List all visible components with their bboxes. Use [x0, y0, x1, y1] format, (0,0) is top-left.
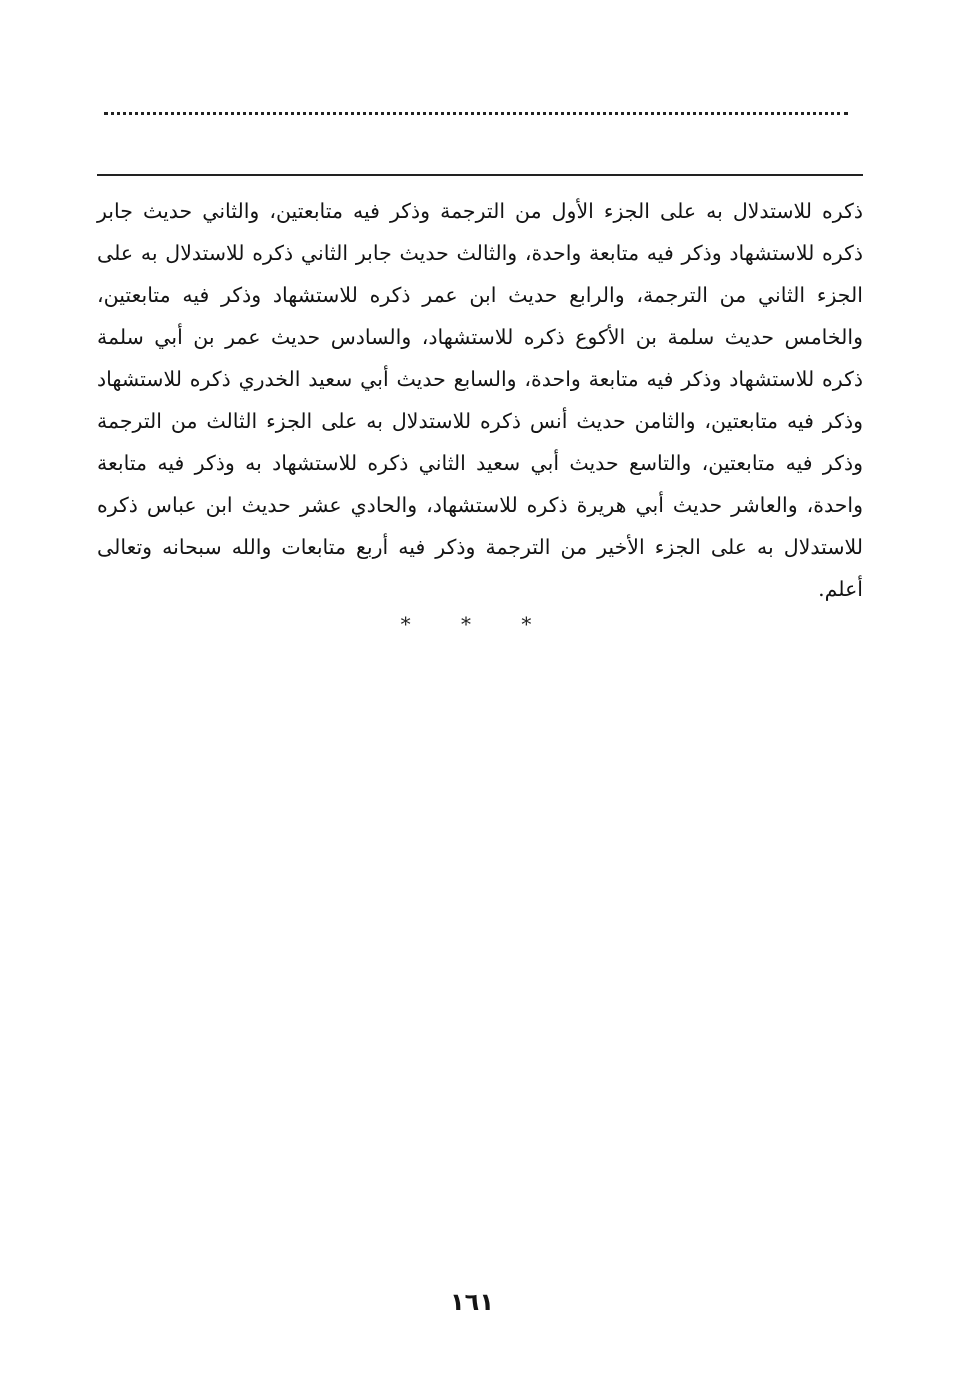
horizontal-rule: [97, 174, 863, 176]
dotted-separator-line: [104, 112, 848, 115]
body-paragraph: ذكره للاستدلال به على الجزء الأول من الترجمة وذكر فيه متابعتين، والثاني حديث جابر ذكره للاستشهاد وذكر فيه متابعة واحدة، والثالث حديث جابر الثاني ذكره للاستدلال به على الجزء الثاني من الترجمة، والرابع حديث ابن عمر ذكره للاستشهاد وذكر فيه متابعتين، والخامس حديث سلمة بن الأكوع ذكره للاستشهاد، والسادس حديث عمر بن أبي سلمة ذكره للاستشهاد وذكر فيه متابعة واحدة، والسابع حديث أبي سعيد الخدري ذكره للاستشهاد وذكر فيه متابعتين، والثامن حديث أنس ذكره للاستدلال به على الجزء الثالث من الترجمة وذكر فيه متابعتين، والتاسع حديث أبي سعيد الثاني ذكره للاستشهاد به وذكر فيه متابعة واحدة، والعاشر حديث أبي هريرة ذكره للاستشهاد، والحادي عشر حديث ابن عباس ذكره للاستدلال به على الجزء الأخير من الترجمة وذكر فيه أربع متابعات والله سبحانه وتعالى أعلم.: [97, 199, 863, 601]
page-number: ١٦١: [450, 1288, 494, 1316]
asterisk-separator: * * *: [400, 612, 554, 636]
